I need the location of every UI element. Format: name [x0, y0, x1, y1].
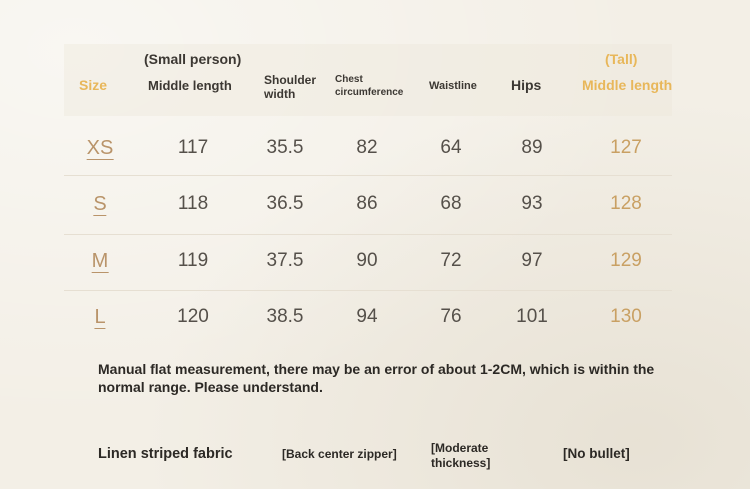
fabric-feature: Linen striped fabric — [98, 446, 233, 462]
header-chest-line1: Chest — [335, 74, 363, 85]
header-shoulder-line2: width — [264, 87, 296, 101]
cell-middle-length: 117 — [177, 137, 209, 158]
cell-hips: 101 — [516, 306, 548, 327]
row-divider — [64, 234, 672, 235]
header-tall-middle-length: Middle length — [582, 77, 673, 93]
cell-shoulder: 35.5 — [266, 137, 304, 158]
thickness-line-1: [Moderate — [431, 441, 489, 455]
header-size: Size — [79, 77, 108, 93]
header-shoulder-width — [264, 73, 316, 101]
zipper-feature: [Back center zipper] — [282, 447, 397, 461]
cell-middle-length: 118 — [177, 193, 209, 214]
cell-chest: 90 — [356, 250, 378, 271]
cell-chest: 86 — [356, 193, 378, 214]
size-label: M — [91, 250, 109, 272]
header-shoulder-line1: Shoulder — [264, 73, 317, 87]
cell-chest: 94 — [356, 306, 378, 327]
thickness-feature — [431, 441, 490, 471]
cell-hips: 97 — [521, 250, 543, 271]
cell-middle-length: 120 — [177, 306, 209, 327]
thickness-line-2: thickness] — [431, 456, 491, 470]
cell-shoulder: 38.5 — [266, 306, 304, 327]
cell-chest: 82 — [356, 137, 378, 158]
bullet-feature: [No bullet] — [563, 446, 630, 461]
header-chest-line2: circumference — [335, 87, 404, 98]
note-line-2: normal range. Please understand. — [98, 379, 323, 395]
cell-waist: 68 — [440, 193, 462, 214]
cell-tall-middle-length: 128 — [610, 193, 642, 214]
cell-tall-middle-length: 129 — [610, 250, 642, 271]
cell-tall-middle-length: 127 — [610, 137, 642, 158]
cell-waist: 76 — [440, 306, 462, 327]
size-label: S — [93, 193, 107, 215]
measurement-note — [98, 360, 718, 396]
header-middle-length: Middle length — [148, 78, 232, 93]
header-chest-circumference — [335, 73, 403, 99]
size-label: L — [94, 306, 106, 328]
cell-waist: 64 — [440, 137, 462, 158]
header-waistline: Waistline — [429, 80, 477, 92]
group-small-person: (Small person) — [144, 51, 242, 67]
cell-hips: 93 — [521, 193, 543, 214]
cell-tall-middle-length: 130 — [610, 306, 642, 327]
row-divider — [64, 175, 672, 176]
header-hips: Hips — [511, 77, 542, 93]
row-divider — [64, 290, 672, 291]
cell-waist: 72 — [440, 250, 462, 271]
cell-shoulder: 37.5 — [266, 250, 304, 271]
size-label: XS — [86, 137, 114, 159]
group-tall: (Tall) — [605, 51, 638, 67]
note-line-1: Manual flat measurement, there may be an error of about 1-2CM, which is within the — [98, 361, 655, 377]
cell-hips: 89 — [521, 137, 543, 158]
cell-shoulder: 36.5 — [266, 193, 304, 214]
cell-middle-length: 119 — [177, 250, 209, 271]
